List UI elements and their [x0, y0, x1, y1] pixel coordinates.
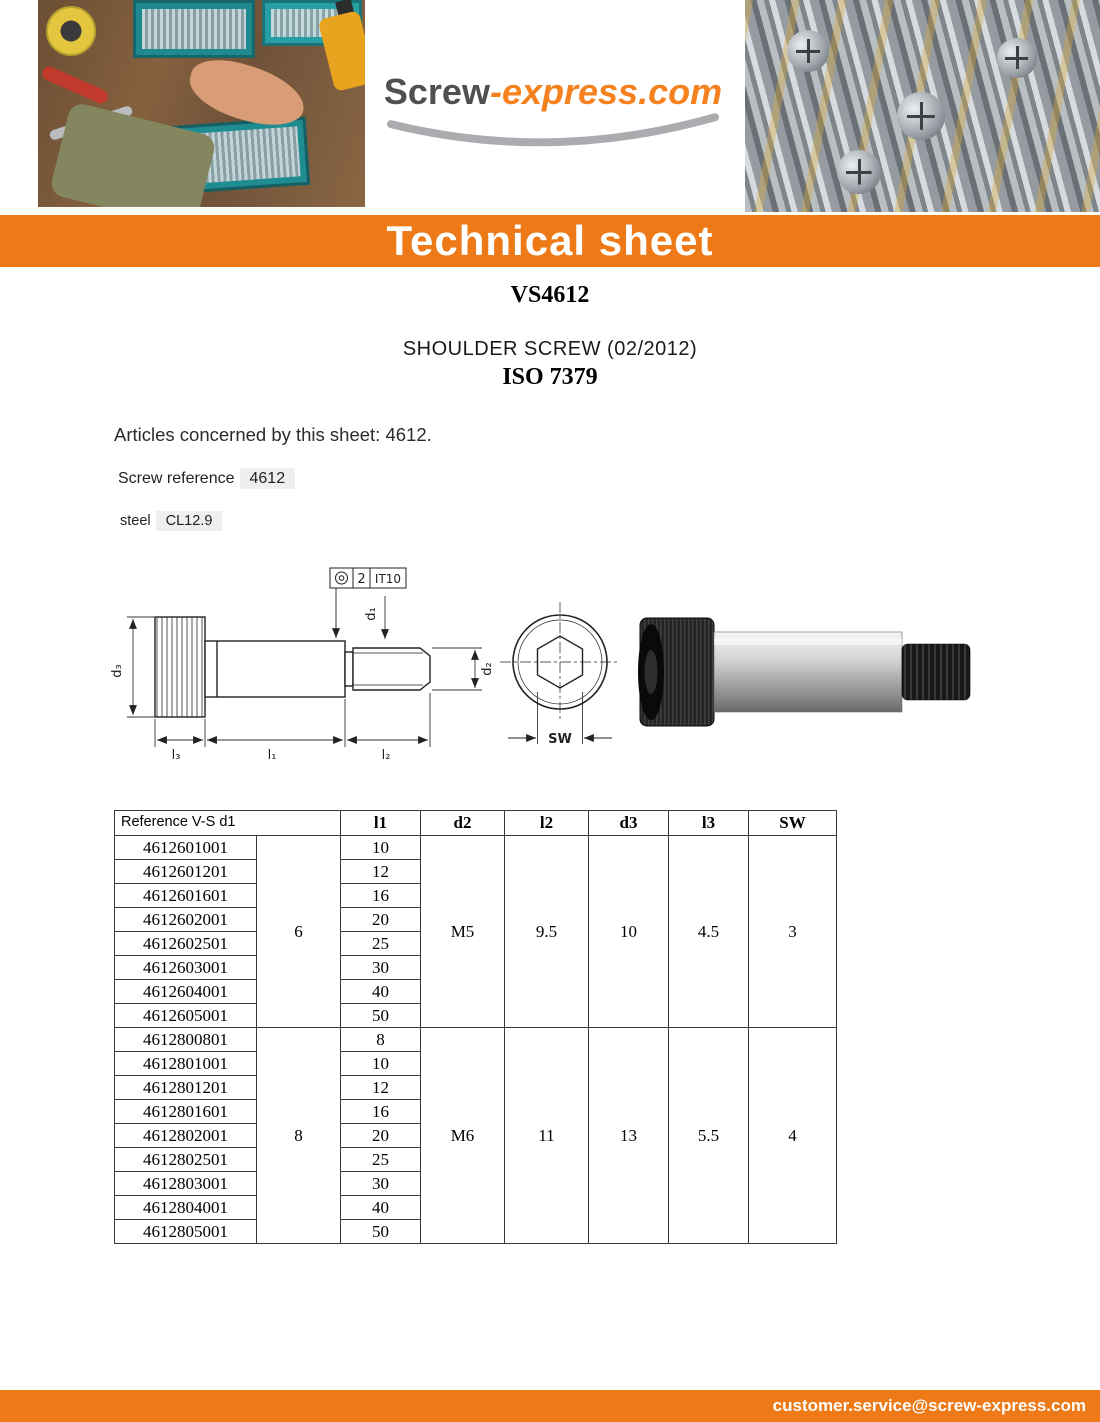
dim-d3: d₃ [110, 664, 125, 678]
workbench-photo [38, 0, 365, 207]
cell-l1: 12 [341, 860, 421, 884]
col-header-l3: l3 [669, 811, 749, 836]
cell-l1: 20 [341, 1124, 421, 1148]
screw-head [787, 30, 829, 72]
cell-l1: 40 [341, 980, 421, 1004]
dim-sw: SW [548, 732, 572, 747]
cell-l1: 16 [341, 884, 421, 908]
cell-l2: 11 [505, 1028, 589, 1244]
screw-side-view [155, 617, 430, 717]
logo [378, 72, 728, 154]
material-label: steel [120, 513, 151, 529]
cell-l3: 4.5 [669, 836, 749, 1028]
material-line [120, 513, 222, 529]
sheet-code: VS4612 [510, 282, 590, 308]
cell-l1: 40 [341, 1196, 421, 1220]
col-header-l1: l1 [341, 811, 421, 836]
cell-l1: 10 [341, 1052, 421, 1076]
table-body [115, 836, 837, 1244]
technical-drawing [100, 552, 1000, 772]
cell-reference: 4612602501 [115, 932, 257, 956]
col-header-l2: l2 [505, 811, 589, 836]
material-value: CL12.9 [156, 511, 223, 531]
cell-l1: 12 [341, 1076, 421, 1100]
logo-text-screw: Screw [383, 71, 490, 112]
cell-l1: 25 [341, 932, 421, 956]
tolerance-grade: IT10 [374, 572, 402, 586]
cell-reference: 4612801601 [115, 1100, 257, 1124]
cell-reference: 4612805001 [115, 1220, 257, 1244]
cell-l1: 50 [341, 1004, 421, 1028]
cell-d3: 10 [589, 836, 669, 1028]
cell-sw: 3 [749, 836, 837, 1028]
cell-reference: 4612601001 [115, 836, 257, 860]
banner-title: Technical sheet [386, 217, 714, 264]
dimension-table [114, 810, 837, 1244]
cell-reference: 4612803001 [115, 1172, 257, 1196]
contact-email: customer.service@screw-express.com [772, 1396, 1086, 1415]
logo-swoosh-icon [385, 112, 721, 154]
arm-sleeve [49, 101, 218, 207]
cell-l1: 10 [341, 836, 421, 860]
cell-l1: 25 [341, 1148, 421, 1172]
cell-d3: 13 [589, 1028, 669, 1244]
screw-end-view [500, 602, 620, 747]
parts-box [133, 0, 255, 58]
cell-reference: 4612601601 [115, 884, 257, 908]
cell-l3: 5.5 [669, 1028, 749, 1244]
table-header-row [115, 811, 837, 836]
screw-reference-value: 4612 [240, 468, 296, 489]
screw-head [897, 92, 945, 140]
cell-l1: 50 [341, 1220, 421, 1244]
col-header-reference-d1: Reference V-S d1 [115, 811, 341, 836]
cell-d1: 8 [257, 1028, 341, 1244]
logo-text [378, 72, 728, 112]
cell-reference: 4612601201 [115, 860, 257, 884]
dim-d2: d₂ [480, 662, 495, 676]
cell-reference: 4612800801 [115, 1028, 257, 1052]
cell-l1: 30 [341, 956, 421, 980]
cell-l1: 30 [341, 1172, 421, 1196]
screw-reference-label: Screw reference [118, 470, 235, 487]
table-row [115, 1028, 837, 1052]
dim-d1: d₁ [364, 607, 379, 621]
screw-reference-line [118, 470, 295, 488]
cell-reference: 4612602001 [115, 908, 257, 932]
title-banner [0, 215, 1100, 267]
product-photo [638, 618, 970, 726]
cell-reference: 4612603001 [115, 956, 257, 980]
sheet-product-name: SHOULDER SCREW (02/2012) [402, 338, 698, 360]
cell-reference: 4612802501 [115, 1148, 257, 1172]
cell-l2: 9.5 [505, 836, 589, 1028]
screw-head [997, 38, 1037, 78]
cell-reference: 4612604001 [115, 980, 257, 1004]
cell-l1: 8 [341, 1028, 421, 1052]
screw-head [837, 150, 881, 194]
cell-d2: M5 [421, 836, 505, 1028]
cell-reference: 4612605001 [115, 1004, 257, 1028]
dim-l1: l₁ [267, 748, 277, 763]
dim-l2: l₂ [381, 748, 391, 763]
col-header-d2: d2 [421, 811, 505, 836]
screwdriver [40, 64, 110, 105]
logo-text-express: -express.com [489, 71, 723, 112]
table-row [115, 836, 837, 860]
cell-l1: 16 [341, 1100, 421, 1124]
screws-photo [745, 0, 1100, 212]
tolerance-number: 2 [357, 572, 366, 587]
sheet-standard: ISO 7379 [502, 364, 598, 390]
cell-reference: 4612801001 [115, 1052, 257, 1076]
cell-reference: 4612804001 [115, 1196, 257, 1220]
col-header-sw: SW [749, 811, 837, 836]
cell-l1: 20 [341, 908, 421, 932]
screws-pile [142, 9, 246, 49]
tolerance-frame [330, 568, 406, 638]
cell-sw: 4 [749, 1028, 837, 1244]
footer-bar [0, 1390, 1100, 1422]
articles-line: Articles concerned by this sheet: 4612. [114, 424, 432, 445]
measuring-tape [46, 6, 96, 56]
dim-l3: l₃ [171, 748, 181, 763]
drill [318, 10, 365, 92]
cell-d1: 6 [257, 836, 341, 1028]
col-header-d3: d3 [589, 811, 669, 836]
cell-reference: 4612801201 [115, 1076, 257, 1100]
cell-reference: 4612802001 [115, 1124, 257, 1148]
cell-d2: M6 [421, 1028, 505, 1244]
